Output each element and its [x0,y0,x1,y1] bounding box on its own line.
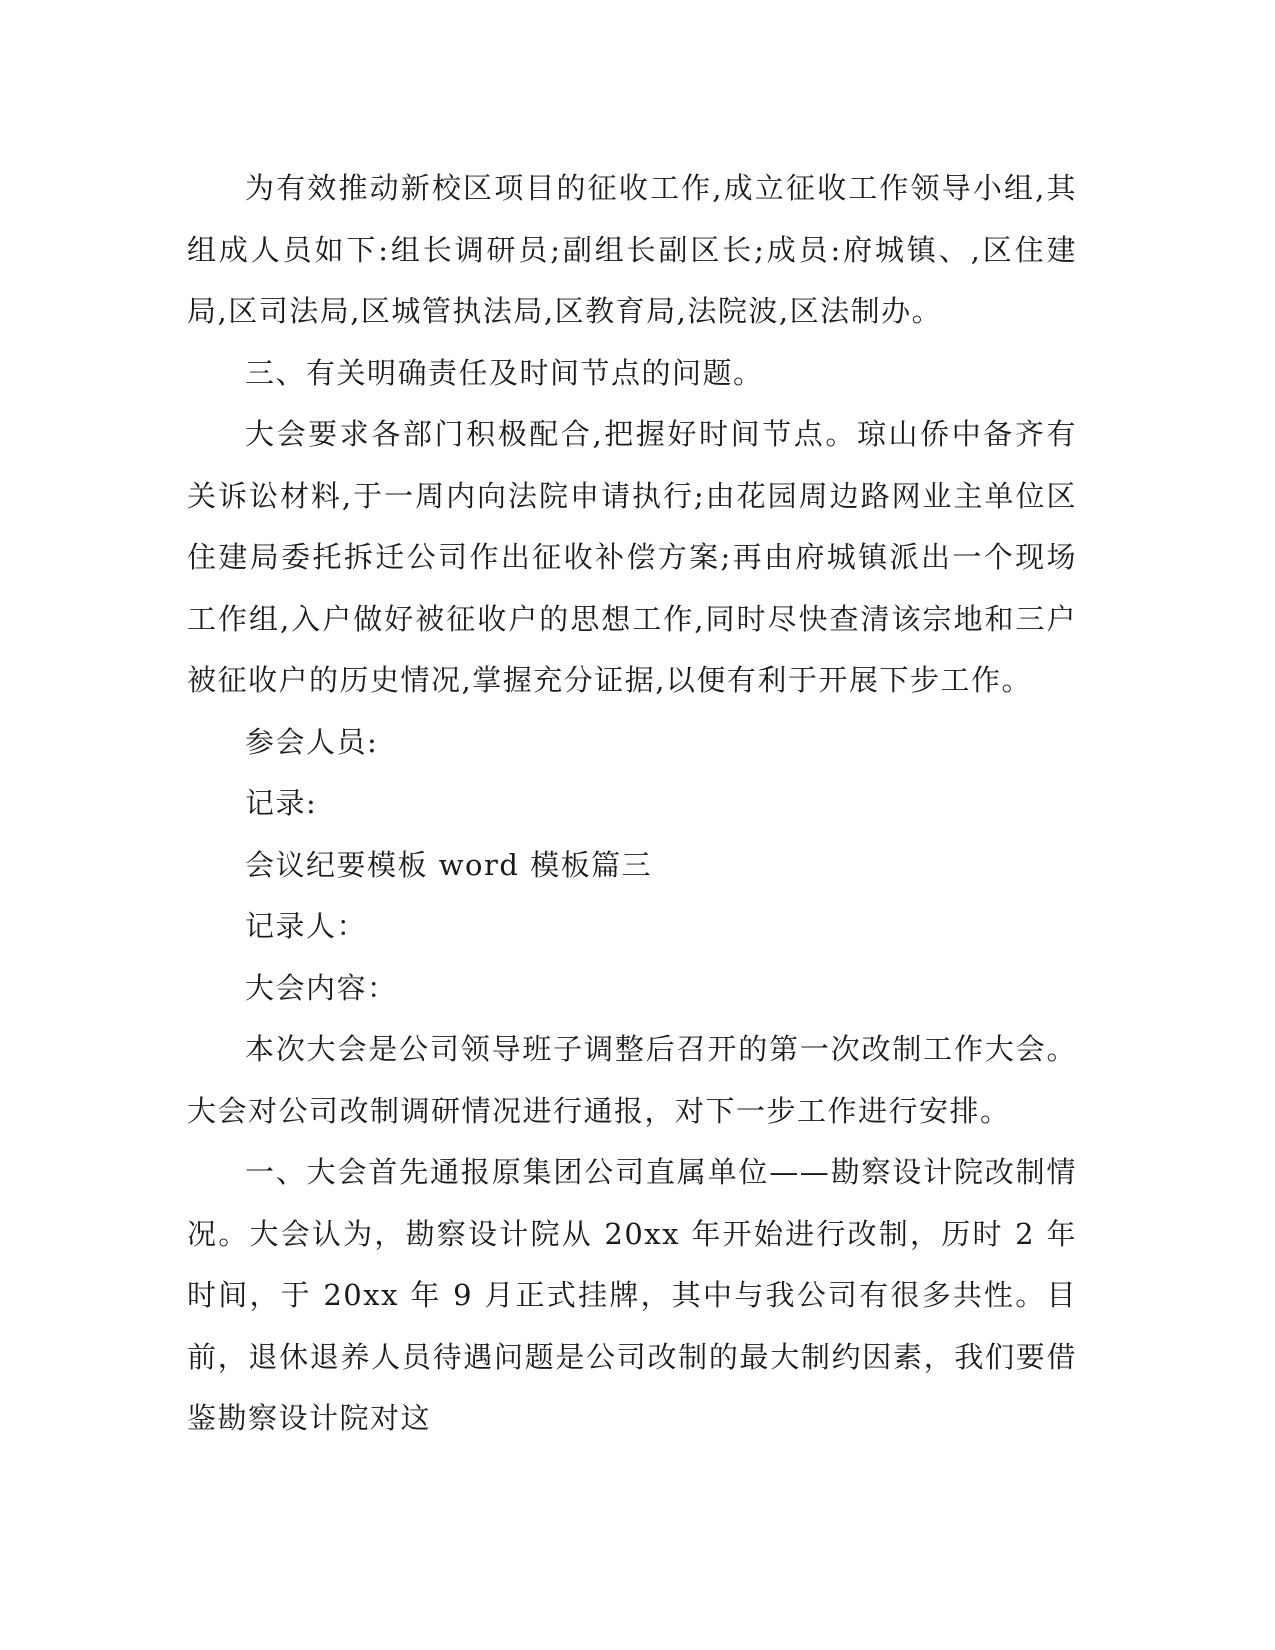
recorder-label: 记录人： [245,909,368,943]
template-title: 会议纪要模板 word 模板篇三 [245,847,653,882]
paragraph-requirements: 大会要求各部门积极配合,把握好时间节点。琼山侨中备齐有关诉讼材料,于一周内向法院申请执行;由花园周边路网业主单位区住建局委托拆迁公司作出征收补偿方案;再由府城镇派出一个现场工作组,入户做好被征收户的思想工作,同时尽快查清该宗地和三户被征收户的历史情况,掌握充分证据,以便有利于开展下步工作。 [187,417,1077,697]
paragraph-section-one: 一、大会首先通报原集团公司直属单位——勘察设计院改制情况。大会认为，勘察设计院从 20xx 年开始进行改制，历时 2 年时间，于 20xx 年 9 月正式挂牌，其中与我公司有很多共性。目前，退休退养人员待遇问题是公司改制的最大制约因素，我们要借鉴勘察设计院对这 [187,1155,1077,1435]
paragraph-meeting-intro: 本次大会是公司领导班子调整后召开的第一次改制工作大会。大会对公司改制调研情况进行通报，对下一步工作进行安排。 [187,1032,1077,1128]
attendees-label: 参会人员: [245,724,379,759]
meeting-content-label: 大会内容： [245,970,398,1005]
paragraph-leading-group: 为有效推动新校区项目的征收工作,成立征收工作领导小组,其组成人员如下:组长调研员;副组长副区长;成员:府城镇、,区住建局,区司法局,区城管执法局,区教育局,法院波,区法制办。 [187,171,1077,328]
section-heading-responsibility: 三、有关明确责任及时间节点的问题。 [245,355,764,390]
record-label: 记录: [245,786,318,820]
document-body [187,158,1077,1450]
